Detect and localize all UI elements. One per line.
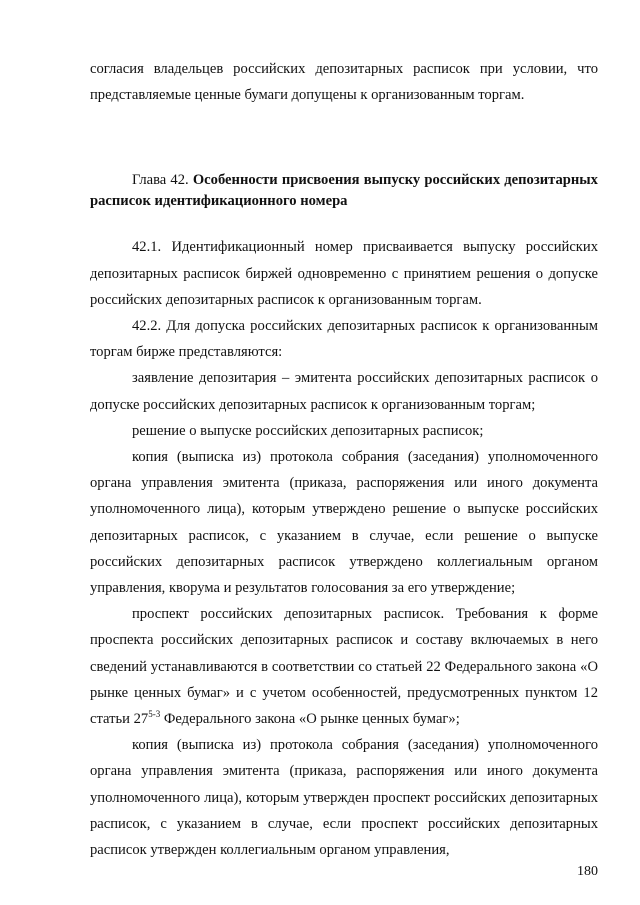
paragraph-42-1: 42.1. Идентификационный номер присваивается выпуску российских депозитарных расписок биржей одновременно с принятием решения о допуске российских депозитарных расписок к организованным торгам. — [90, 239, 598, 308]
page-number: 180 — [577, 864, 598, 879]
prospectus-text-end: Федерального закона «О рынке ценных бумаг»; — [160, 711, 460, 728]
list-item-protocol-copy: копия (выписка из) протокола собрания (заседания) уполномоченного органа управления эмитента (приказа, распоряжения или иного документа уполномоченного лица), которым утверждено решение о выпуске российских депозитарных расписок, с указанием в случае, если решение о выпуске российских депозитарных расписок утверждено коллегиальным органом управления, кворума и результатов голосования за его утверждение; — [90, 449, 598, 597]
prospectus-text: проспект российских депозитарных расписок. Требования к форме проспекта российских депозитарных расписок и составу включаемых в него сведений устанавливаются в соответствии со статьей 22 Федерального закона «О рынке ценных бумаг» и с учетом особенностей, предусмотренных пунктом 12 статьи 27 — [90, 606, 598, 728]
list-item-prospectus — [90, 601, 598, 732]
chapter-heading — [90, 170, 598, 212]
article-superscript: 5-3 — [148, 709, 161, 720]
chapter-number: Глава 42. — [132, 172, 189, 189]
list-item-issue-decision: решение о выпуске российских депозитарных расписок; — [132, 422, 484, 439]
list-item-prospectus-protocol: копия (выписка из) протокола собрания (заседания) уполномоченного органа управления эмитента (приказа, распоряжения или иного документа уполномоченного лица), которым утвержден проспект российских депозитарных расписок, с указанием в случае, если проспект российских депозитарных расписок утвержден коллегиальным органом управления, — [90, 737, 598, 859]
document-page — [90, 56, 598, 863]
paragraph-42-2: 42.2. Для допуска российских депозитарных расписок к организованным торгам бирже представляются: — [90, 318, 598, 361]
intro-paragraph: согласия владельцев российских депозитарных расписок при условии, что представляемые ценные бумаги допущены к организованным торгам. — [90, 61, 598, 104]
chapter-title: Особенности присвоения выпуску российских депозитарных расписок идентификационного номера — [90, 172, 598, 210]
list-item-application: заявление депозитария – эмитента российских депозитарных расписок о допуске российских депозитарных расписок к организованным торгам; — [90, 370, 598, 413]
